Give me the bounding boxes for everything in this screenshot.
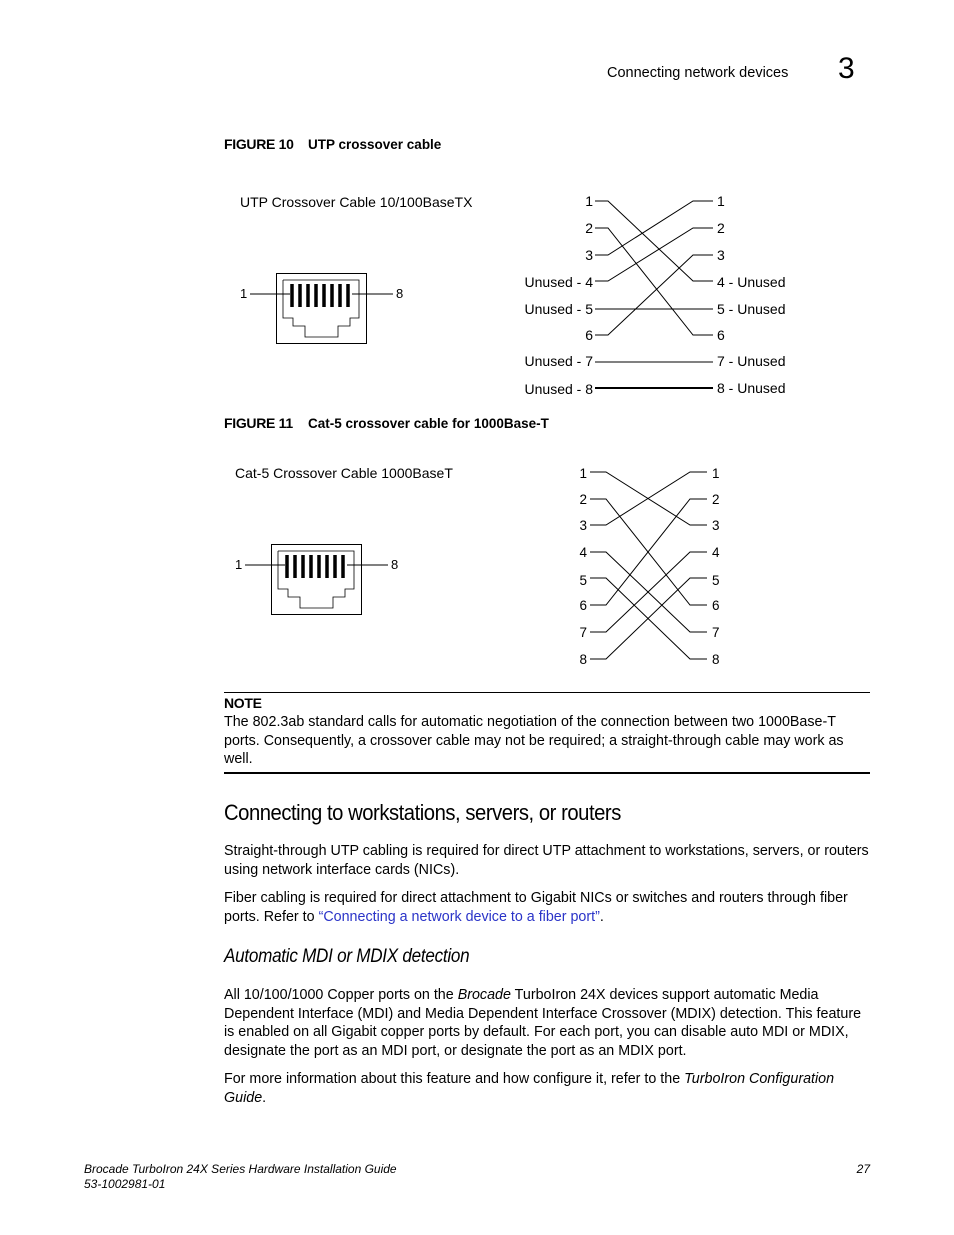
figure-11-connector-pin-left: 1 <box>235 557 243 572</box>
figure-11-left-pin: 1 <box>579 466 587 481</box>
footer-doc-title: Brocade TurboIron 24X Series Hardware Installation Guide <box>84 1162 397 1176</box>
figure-10-right-pin: 3 <box>717 247 725 263</box>
figure-11-left-pin: 3 <box>579 518 587 533</box>
figure-10-right-pin: 4 - Unused <box>717 274 786 290</box>
figure-10-right-pin: 7 - Unused <box>717 353 786 369</box>
figure-11-right-pin: 1 <box>712 466 720 481</box>
subsection-paragraph-1 <box>224 986 870 1060</box>
figure-11-right-pin: 3 <box>712 518 720 533</box>
subsection-paragraph-2 <box>224 1070 870 1107</box>
figure-10-left-pin: Unused - 4 <box>524 274 593 290</box>
figure-11-right-pin: 4 <box>712 545 720 560</box>
footer-doc-number: 53-1002981-01 <box>84 1177 166 1191</box>
section-paragraph-1: Straight-through UTP cabling is required for direct UTP attachment to workstations, servers, or routers using network interface cards (NICs). <box>224 843 869 878</box>
footer-page-number: 27 <box>856 1162 870 1176</box>
subsection-paragraph-2-text: For more information about this feature and how configure it, refer to the <box>224 1071 685 1087</box>
figure-10-left-pin: 6 <box>585 327 593 343</box>
figure-11-right-pin: 5 <box>712 573 720 588</box>
figure-10-left-pin: Unused - 5 <box>524 301 593 317</box>
figure-11-title: Cat-5 crossover cable for 1000Base-T <box>308 416 549 431</box>
subsection-paragraph-2-end: . <box>262 1089 267 1106</box>
figure-10-diagram <box>0 0 954 420</box>
subsection-paragraph-1-rest: TurboIron 24X devices support automatic Media Dependent Interface (MDI) and Media Dependent Interface Crossover (MDIX) detection. This feature is enabled on all Gigabit copper ports by default. For each port, you can disable auto MDI or MDIX, designate the port as an MDI port, or designate the port as an MDIX port. <box>224 987 862 1059</box>
note-label: NOTE <box>224 695 262 711</box>
subsection-paragraph-1-text: All 10/100/1000 Copper ports on the <box>224 987 458 1003</box>
section-heading: Connecting to workstations, servers, or routers <box>224 800 621 825</box>
figure-11-left-pin: 2 <box>579 492 587 507</box>
figure-10-right-pin: 5 - Unused <box>717 301 786 317</box>
section-paragraph-2-end: . <box>599 908 604 925</box>
brocade-emphasis: Brocade <box>457 987 511 1003</box>
subsection-heading: Automatic MDI or MDIX detection <box>224 946 470 967</box>
figure-11-connector-pin-right: 8 <box>391 557 399 572</box>
figure-11-diagram <box>0 440 954 680</box>
figure-11-right-pin: 7 <box>712 625 720 640</box>
chapter-number: 3 <box>838 52 855 85</box>
section-paragraph-2-text: Fiber cabling is required for direct attachment to Gigabit NICs or switches and routers through fiber ports. Refer to <box>224 890 848 925</box>
figure-10-connector-pin-right: 8 <box>396 286 404 301</box>
figure-10-right-pin: 1 <box>717 193 725 209</box>
figure-10-connector-pin-left: 1 <box>240 286 248 301</box>
figure-11-left-pin: 8 <box>579 652 587 667</box>
figure-10-diagram-title: UTP Crossover Cable 10/100BaseTX <box>240 194 473 210</box>
figure-10-left-pin: 3 <box>585 247 593 263</box>
figure-11-diagram-title: Cat-5 Crossover Cable 1000BaseT <box>235 465 453 481</box>
figure-10-right-pin: 8 - Unused <box>717 380 786 396</box>
note-bottom-rule <box>224 772 870 774</box>
figure-11-label: FIGURE 11 <box>224 415 293 431</box>
figure-10-right-pin: 6 <box>717 327 725 343</box>
figure-11-right-pin: 6 <box>712 598 720 613</box>
figure-10-left-pin: 2 <box>585 220 593 236</box>
figure-11-right-pin: 2 <box>712 492 720 507</box>
figure-11-left-pin: 5 <box>579 573 587 588</box>
figure-10-title: UTP crossover cable <box>308 137 442 152</box>
rj45-connector-icon <box>250 274 393 344</box>
figure-11-left-pin: 7 <box>579 625 587 640</box>
figure-11-right-pin: 8 <box>712 652 720 667</box>
figure-10-left-pin: Unused - 8 <box>524 381 593 397</box>
rj45-connector-icon <box>245 545 388 615</box>
figure-11-left-pin: 6 <box>579 598 587 613</box>
figure-10-left-pin: Unused - 7 <box>524 353 593 369</box>
fiber-port-link[interactable]: “Connecting a network device to a fiber port” <box>318 908 600 925</box>
figure-11-left-pin: 4 <box>579 545 587 560</box>
note-text: The 802.3ab standard calls for automatic negotiation of the connection between two 1000Base-T ports. Consequently, a crossover cable may not be required; a straight-through cable may work as well. <box>224 714 844 767</box>
figure-10-right-pin: 2 <box>717 220 725 236</box>
section-paragraph-2 <box>224 889 870 926</box>
note-top-rule <box>224 692 870 693</box>
figure-10-left-pin: 1 <box>585 193 593 209</box>
config-guide-emphasis: TurboIron Configuration Guide <box>224 1071 835 1106</box>
figure-10-label: FIGURE 10 <box>224 136 294 152</box>
running-header-title: Connecting network devices <box>607 65 789 81</box>
